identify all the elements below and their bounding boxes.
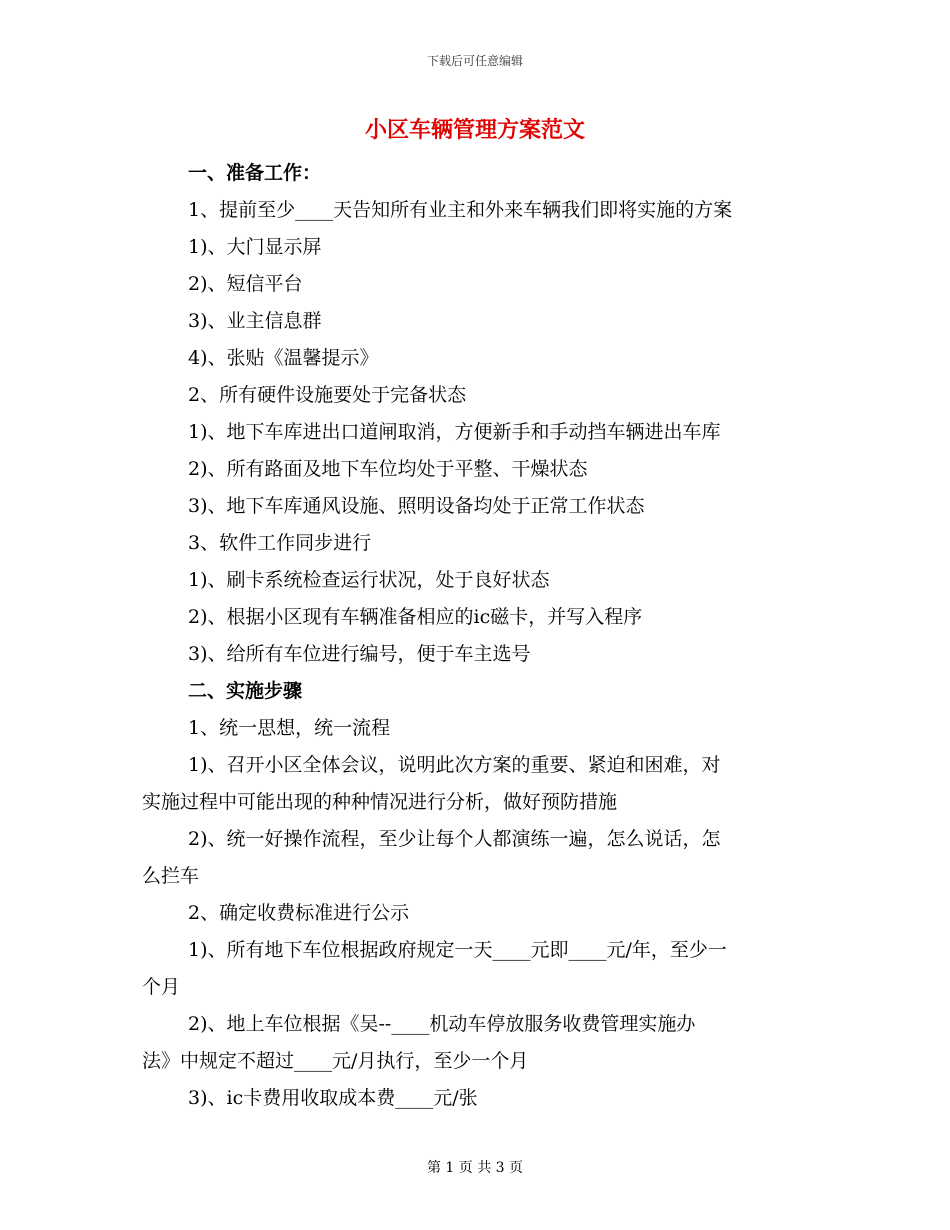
body-line: 2)、短信平台 bbox=[188, 273, 303, 295]
body-line: 3)、地下车库通风设施、照明设备均处于正常工作状态 bbox=[188, 495, 645, 517]
body-line: 2)、根据小区现有车辆准备相应的ic磁卡，并写入程序 bbox=[188, 606, 643, 628]
page-footer: 第 1 页 共 3 页 bbox=[426, 1160, 524, 1176]
document-body bbox=[142, 155, 812, 1117]
paragraph bbox=[142, 747, 812, 821]
body-line: 1)、大门显示屏 bbox=[188, 236, 322, 258]
body-line: 2)、所有路面及地下车位均处于平整、干燥状态 bbox=[188, 458, 588, 480]
paragraph-first-line: 2)、统一好操作流程，至少让每个人都演练一遍，怎么说话，怎 bbox=[188, 828, 721, 850]
paragraph bbox=[142, 895, 812, 932]
paragraph bbox=[142, 932, 812, 1006]
body-line: 1、提前至少____天告知所有业主和外来车辆我们即将实施的方案 bbox=[188, 199, 733, 221]
paragraph-continuation: 么拦车 bbox=[142, 865, 200, 887]
body-line: 3、软件工作同步进行 bbox=[188, 532, 372, 554]
body-line: 1、统一思想，统一流程 bbox=[188, 717, 391, 739]
body-line: 3)、业主信息群 bbox=[188, 310, 322, 332]
page-header: 下载后可任意编辑 bbox=[426, 54, 523, 68]
paragraph-first-line: 1)、召开小区全体会议，说明此次方案的重要、紧迫和困难，对 bbox=[188, 754, 721, 776]
paragraph-continuation: 实施过程中可能出现的种种情况进行分析，做好预防措施 bbox=[142, 791, 618, 813]
paragraph-first-line: 3)、ic卡费用收取成本费____元/张 bbox=[188, 1087, 478, 1109]
paragraph-continuation: 个月 bbox=[142, 976, 181, 998]
paragraph-first-line: 1)、所有地下车位根据政府规定一天____元即____元/年，至少一 bbox=[188, 939, 727, 961]
section-heading: 一、准备工作： bbox=[188, 162, 322, 184]
paragraph bbox=[142, 821, 812, 895]
paragraph-first-line: 2、确定收费标准进行公示 bbox=[188, 902, 410, 924]
body-line: 2、所有硬件设施要处于完备状态 bbox=[188, 384, 467, 406]
paragraph bbox=[142, 1006, 812, 1080]
body-line: 1)、地下车库进出口道闸取消，方便新手和手动挡车辆进出车库 bbox=[188, 421, 721, 443]
section-heading: 二、实施步骤 bbox=[188, 680, 303, 702]
paragraph bbox=[142, 1080, 812, 1117]
paragraph-first-line: 2)、地上车位根据《吴--____机动车停放服务收费管理实施办 bbox=[188, 1013, 696, 1035]
body-line: 4)、张贴《温馨提示》 bbox=[188, 347, 379, 369]
document-title: 小区车辆管理方案范文 bbox=[364, 117, 585, 143]
paragraph-continuation: 法》中规定不超过____元/月执行，至少一个月 bbox=[142, 1050, 529, 1072]
body-line: 3)、给所有车位进行编号，便于车主选号 bbox=[188, 643, 531, 665]
body-line: 1)、刷卡系统检查运行状况，处于良好状态 bbox=[188, 569, 550, 591]
